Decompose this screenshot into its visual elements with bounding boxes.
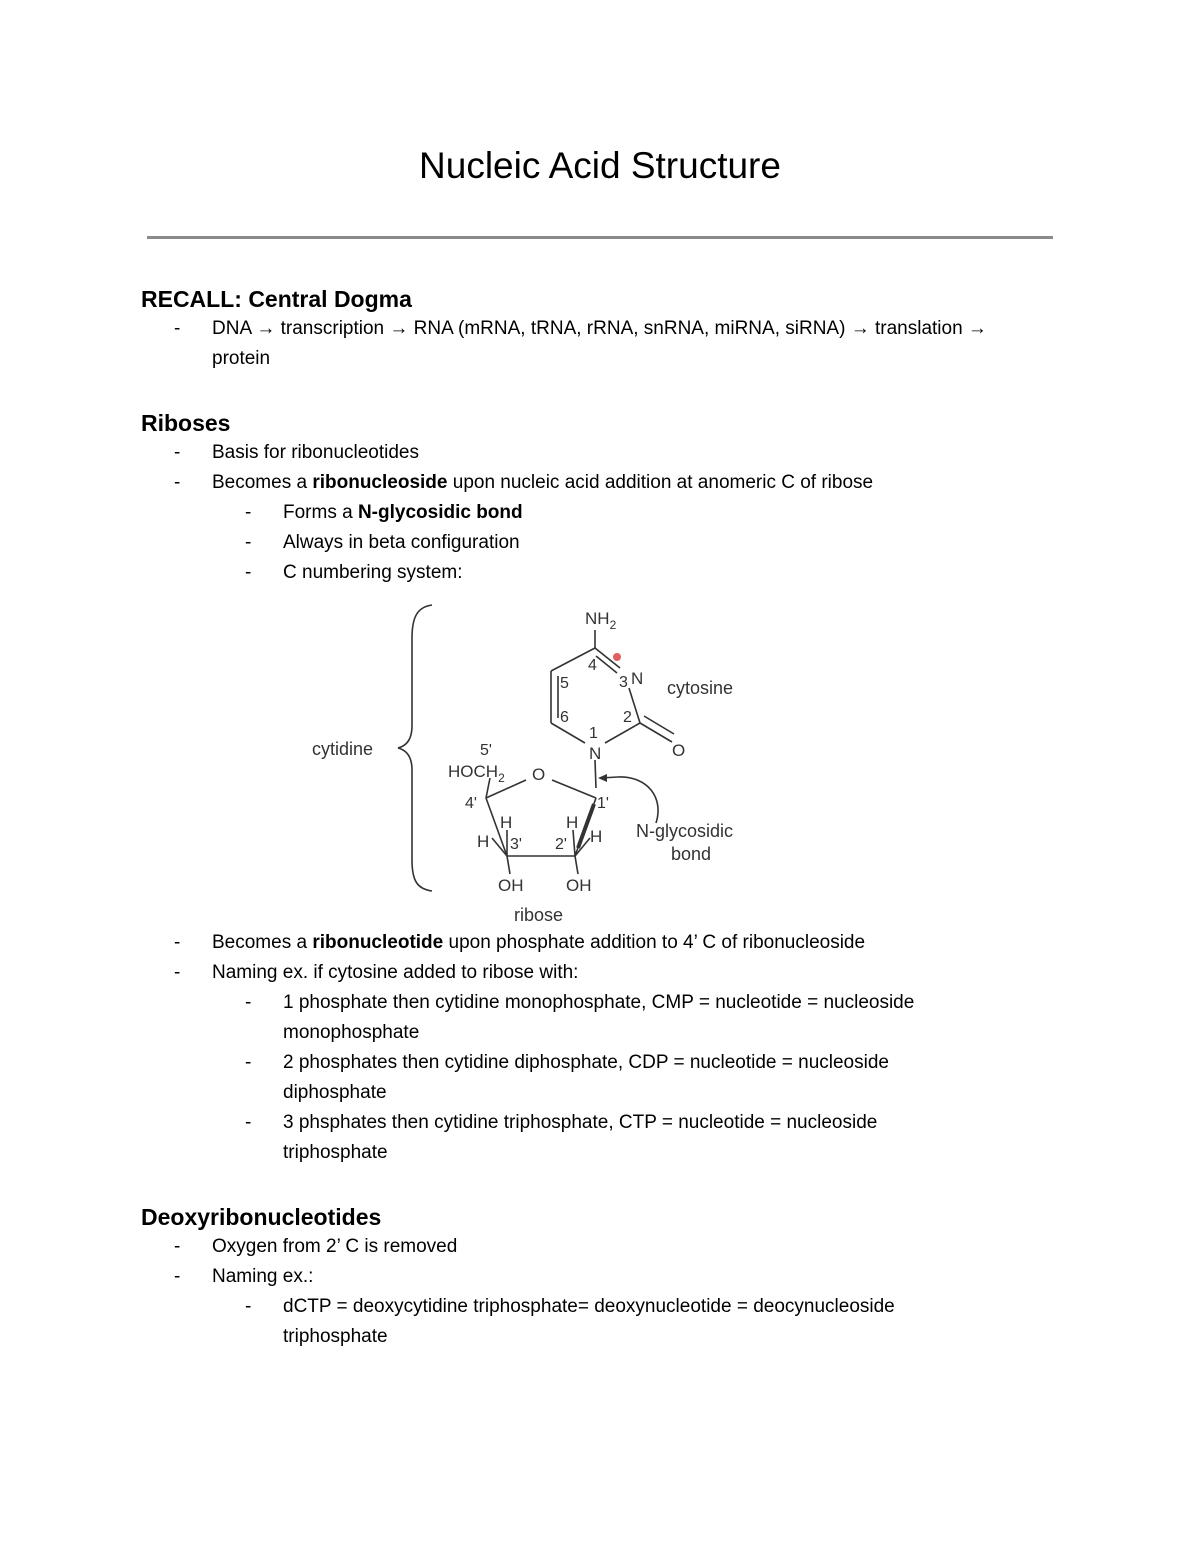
sub-list-item [141,1108,1061,1168]
bond-c2prime-oh [575,856,578,874]
num-c4prime: 4' [465,795,477,812]
num-c4: 4 [588,657,597,674]
num-c1: 1 [589,725,598,742]
atom-o-ring: O [532,765,546,784]
section-heading-recall: RECALL: Central Dogma [141,286,412,312]
list-item-text-cont: diphosphate [283,1082,387,1103]
accent-dot [613,653,621,661]
cytidine-structure-figure [300,598,780,928]
bullet-dash: - [174,1236,181,1257]
atom-nh2: $NH_2$ [585,609,617,632]
bond-c2-o-double [644,716,674,734]
list-item-text: upon nucleic acid addition at anomeric C of ribose [447,472,874,493]
bond-o-c4prime [486,780,526,798]
atom-n1: N [589,744,602,763]
bullet-dash: - [245,992,252,1013]
num-c5: 5 [560,675,569,692]
list-item-text: C numbering system: [283,562,463,583]
bond-o-c1prime [552,780,596,798]
list-item-text: 3 phsphates then cytidine triphosphate, CTP = nucleotide = nucleoside [283,1112,878,1133]
num-c5prime: 5' [480,742,492,759]
bullet-dash: - [245,502,252,523]
sub-list-item [141,558,1061,588]
list-item-text: Always in beta configuration [283,532,520,553]
list-item-text-cont: monophosphate [283,1022,420,1043]
bullet-dash: - [245,1112,252,1133]
num-c6: 6 [560,709,569,726]
bond-c3prime-oh [507,856,510,874]
term-ribonucleoside: ribonucleoside [312,472,448,493]
cytidine-structure-svg [300,598,780,928]
bullet-dash: - [245,1052,252,1073]
atom-n3: N [631,669,644,688]
list-item [141,438,1061,468]
sub-list-item [141,1048,1061,1108]
sub-list-item [141,1292,1061,1352]
bullet-dash: - [174,962,181,983]
list-item-text-cont: triphosphate [283,1142,388,1163]
num-c3: 3 [619,674,628,691]
atom-oh-2: OH [566,876,592,895]
list-item-text: Becomes a [212,932,313,953]
list-item [141,314,1061,374]
bullet-dash: - [174,472,181,493]
list-item-text: Naming ex. if cytosine added to ribose with: [212,962,579,983]
list-item [141,958,1061,988]
ribose-label: ribose [514,905,564,925]
bond-c4prime-hoch2 [486,778,490,798]
list-item-text: 2 phosphates then cytidine diphosphate, CDP = nucleotide = nucleoside [283,1052,889,1073]
bond-n1-c2 [605,723,640,743]
section-deoxyribonucleotides [141,1202,1061,1352]
page-title: Nucleic Acid Structure [419,145,781,186]
bullet-dash: - [174,932,181,953]
cytidine-label: cytidine [312,739,374,759]
section-heading-riboses: Riboses [141,410,231,436]
bond-c6-n1 [551,723,585,743]
num-c1prime: 1' [597,795,609,812]
atom-h-2a: H [566,813,579,832]
cytidine-brace [398,605,432,891]
list-item-text: Basis for ribonucleotides [212,442,419,463]
title-divider [147,236,1053,239]
sub-list-item [141,988,1061,1048]
list-item-text: DNA → transcription → RNA (mRNA, tRNA, rRNA, snRNA, miRNA, siRNA) → translation → [212,318,987,339]
bullet-dash: - [174,442,181,463]
bond-c3prime-h [492,838,507,856]
bullet-dash: - [245,562,252,583]
glycosidic-arrowhead [598,774,607,782]
atom-oh-3: OH [498,876,524,895]
bullet-dash: - [245,1296,252,1317]
atom-h-3a: H [477,832,490,851]
section-riboses [141,408,1061,588]
bullet-dash: - [245,532,252,553]
bond-n1-c1prime [595,760,596,788]
section-riboses-cont [141,928,1061,1168]
glycosidic-label-line1: N-glycosidic [636,821,734,841]
bullet-dash: - [174,318,181,339]
num-c3prime: 3' [510,836,522,853]
section-recall [141,284,1061,374]
sub-list-item [141,498,1061,528]
cytosine-label: cytosine [667,678,734,698]
bond-c2-o [640,723,672,742]
term-n-glycosidic-bond: N-glycosidic bond [357,502,523,523]
list-item-text: Forms a [283,502,358,523]
list-item-text: 1 phosphate then cytidine monophosphate, CMP = nucleotide = nucleoside [283,992,915,1013]
list-item-text: upon phosphate addition to 4’ C of ribonucleoside [443,932,866,953]
list-item-text: Becomes a [212,472,313,493]
list-item-text: Naming ex.: [212,1266,314,1287]
list-item [141,468,1061,498]
bond-c2prime-h [573,830,575,856]
bullet-dash: - [174,1266,181,1287]
list-item [141,1232,1061,1262]
atom-hoch2: $HOCH_2$ [448,762,505,785]
num-c2: 2 [623,709,632,726]
glycosidic-label-line2: bond [671,844,712,864]
term-ribonucleotide: ribonucleotide [312,932,444,953]
section-heading-deoxy: Deoxyribonucleotides [141,1204,382,1230]
list-item [141,928,1061,958]
list-item [141,1262,1061,1292]
list-item-text-cont: protein [212,348,271,369]
num-c2prime: 2' [555,836,567,853]
list-item-text: Oxygen from 2’ C is removed [212,1236,458,1257]
atom-h-2b: H [590,827,603,846]
atom-h-3b: H [500,813,513,832]
list-item-text-cont: triphosphate [283,1326,388,1347]
atom-o-carbonyl: O [672,741,686,760]
sub-list-item [141,528,1061,558]
list-item-text: dCTP = deoxycytidine triphosphate= deoxynucleotide = deocynucleoside [283,1296,895,1317]
